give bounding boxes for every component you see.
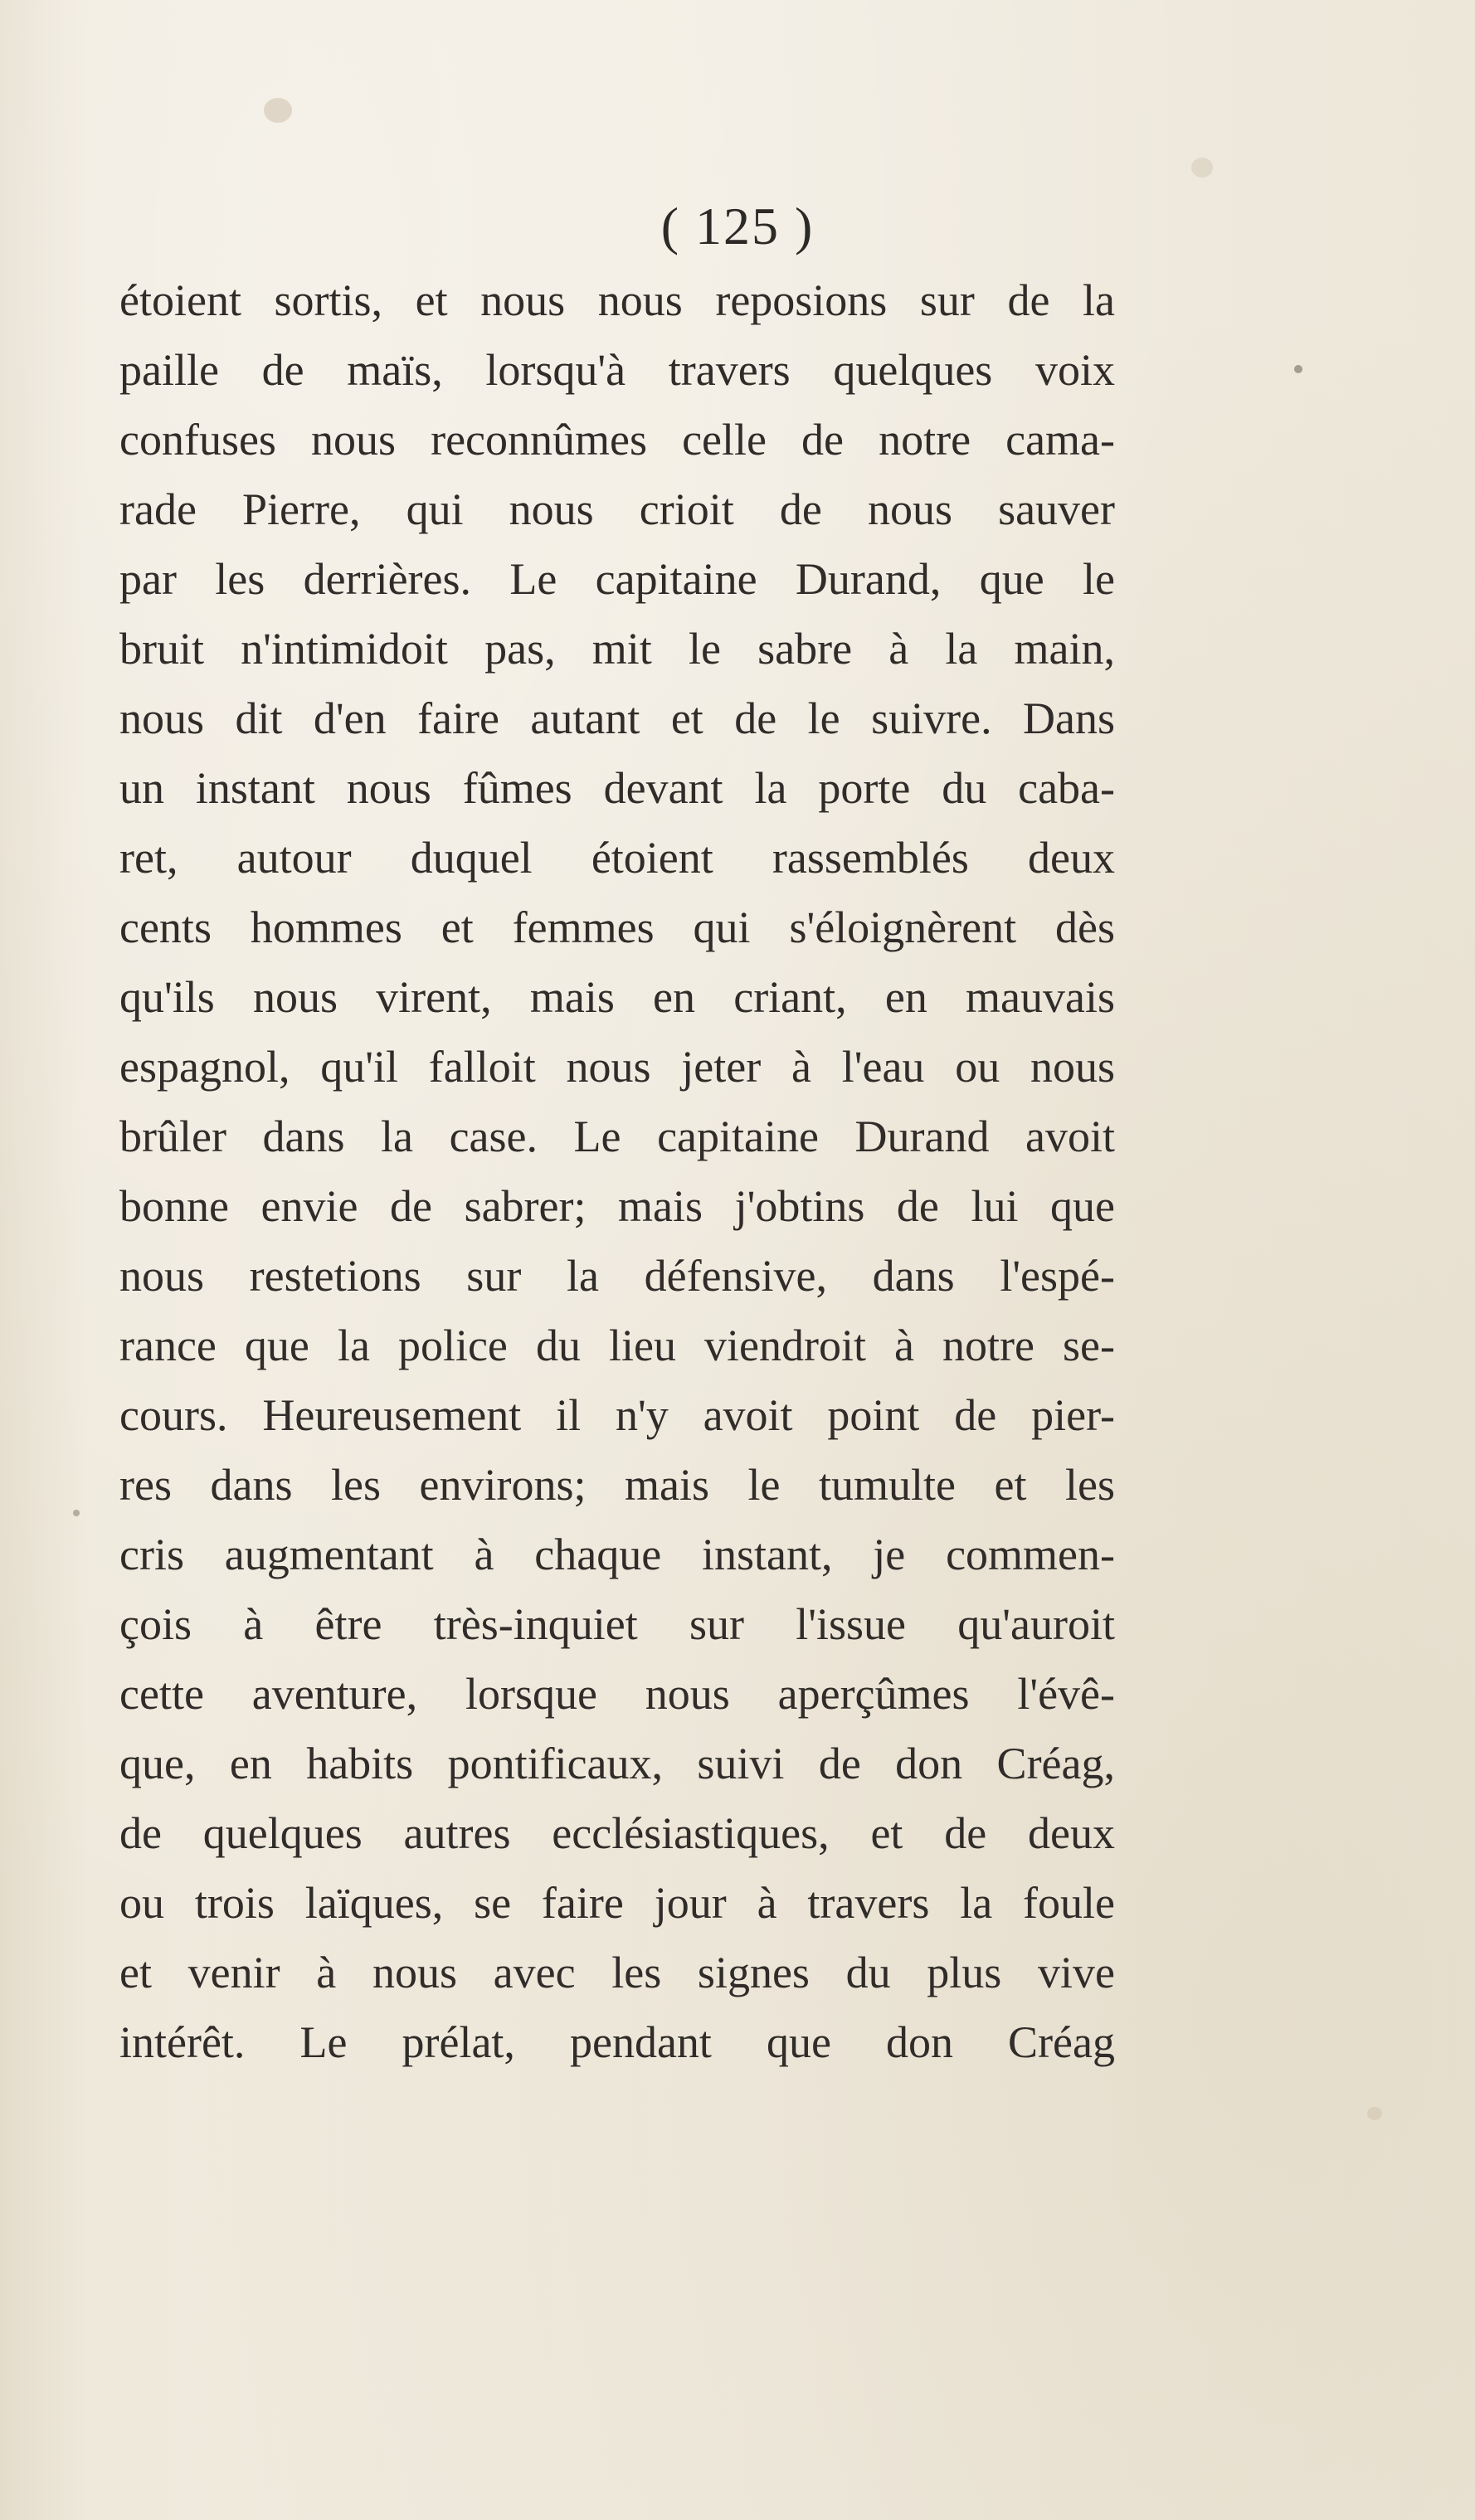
paper-stain — [1294, 365, 1302, 373]
text-line: ret, autour duquel étoient rassemblés deux — [119, 833, 1115, 883]
text-line: un instant nous fûmes devant la porte du caba- — [119, 763, 1115, 813]
text-line: cours. Heureusement il n'y avoit point de pier- — [119, 1390, 1115, 1440]
text-line: rance que la police du lieu viendroit à notre se- — [119, 1321, 1115, 1370]
text-line: de quelques autres ecclésiastiques, et de deux — [119, 1808, 1115, 1858]
text-line: et venir à nous avec les signes du plus vive — [119, 1948, 1115, 1997]
text-line: cents hommes et femmes qui s'éloignèrent dès — [119, 902, 1115, 952]
page-number: ( 125 ) — [660, 197, 815, 255]
body-text — [119, 265, 1115, 2077]
text-line: par les derrières. Le capitaine Durand, que le — [119, 554, 1115, 604]
paper-stain — [1367, 2107, 1382, 2120]
text-line: brûler dans la case. Le capitaine Durand avoit — [119, 1112, 1115, 1161]
text-line: paille de maïs, lorsqu'à travers quelques voix — [119, 345, 1115, 395]
text-line: nous dit d'en faire autant et de le suivre. Dans — [119, 693, 1115, 743]
text-line: confuses nous reconnûmes celle de notre cama- — [119, 415, 1115, 465]
text-line: cris augmentant à chaque instant, je commen- — [119, 1530, 1115, 1579]
text-line: çois à être très-inquiet sur l'issue qu'auroit — [119, 1599, 1115, 1649]
text-line: intérêt. Le prélat, pendant que don Créag — [119, 2017, 1115, 2067]
text-line: bruit n'intimidoit pas, mit le sabre à la main, — [119, 624, 1115, 674]
text-line: rade Pierre, qui nous crioit de nous sauver — [119, 484, 1115, 534]
text-line: espagnol, qu'il falloit nous jeter à l'eau ou nous — [119, 1042, 1115, 1092]
paper-stain — [1191, 158, 1213, 178]
paper-stain — [264, 98, 292, 123]
text-line: bonne envie de sabrer; mais j'obtins de lui que — [119, 1181, 1115, 1231]
text-line: étoient sortis, et nous nous reposions sur de la — [119, 275, 1115, 325]
text-line: que, en habits pontificaux, suivi de don Créag, — [119, 1739, 1115, 1788]
paper-stain — [73, 1510, 80, 1516]
text-line: res dans les environs; mais le tumulte et les — [119, 1460, 1115, 1510]
text-line: qu'ils nous virent, mais en criant, en mauvais — [119, 972, 1115, 1022]
text-line: ou trois laïques, se faire jour à travers la foule — [119, 1878, 1115, 1928]
text-line: nous restetions sur la défensive, dans l'espé- — [119, 1251, 1115, 1301]
text-line: cette aventure, lorsque nous aperçûmes l'évê- — [119, 1669, 1115, 1719]
